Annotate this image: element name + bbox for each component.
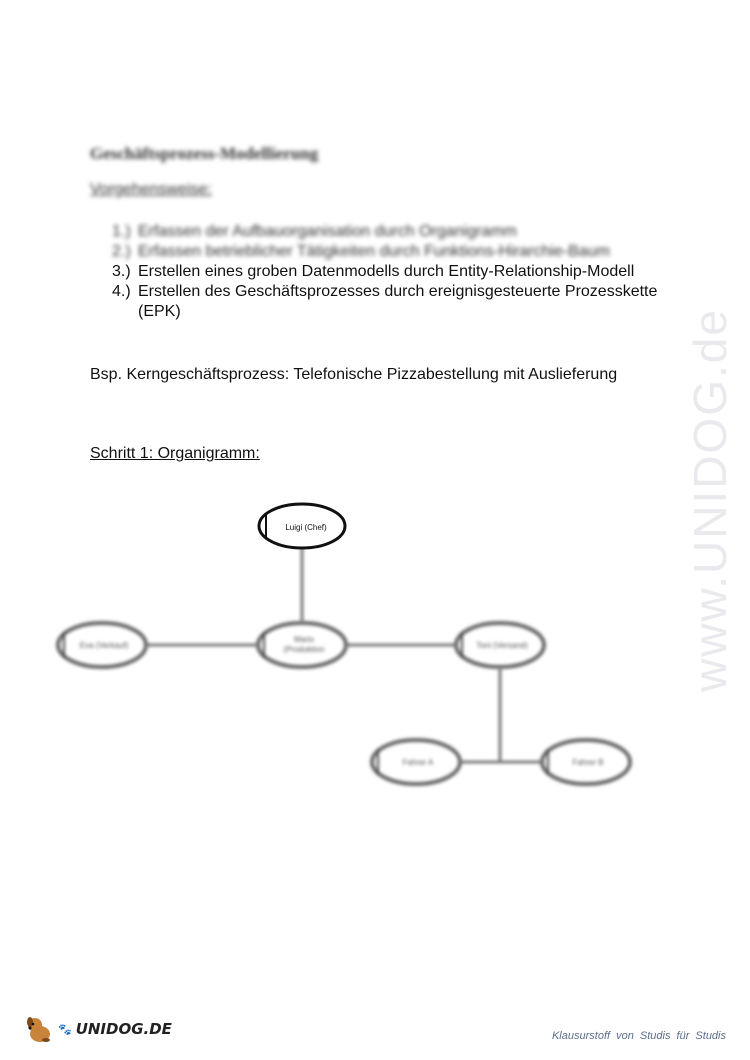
node-mario: [258, 623, 346, 667]
step-item-2: [112, 242, 672, 262]
node-eva-label: Eva (Verkauf): [79, 641, 129, 650]
step-1-heading: Schritt 1: Organigramm:: [90, 445, 260, 462]
node-fahrer-a: [372, 740, 460, 784]
footer-slogan: Klausurstoff von Studis für Studis: [551, 1030, 726, 1042]
step-number: 2.): [112, 243, 131, 260]
step-item-1: [112, 222, 672, 242]
node-mario-label-line1: Mario: [293, 635, 315, 644]
node-fahrer-a-label: Fahrer A: [402, 758, 434, 767]
footer-logo: [24, 1014, 172, 1044]
node-fahrer-b-label: Fahrer B: [572, 758, 604, 767]
procedure-steps-list: [112, 222, 672, 322]
node-luigi-label: Luigi (Chef): [285, 523, 327, 532]
node-toni-label: Toni (Versand): [476, 641, 528, 650]
step-text: Erstellen des Geschäftsprozesses durch ereignisgesteuerte Prozesskette (EPK): [138, 283, 658, 320]
step-number: 4.): [112, 283, 131, 300]
step-text: Erfassen der Aufbauorganisation durch Organigramm: [138, 223, 517, 240]
step-number: 3.): [112, 263, 131, 280]
node-eva: [58, 623, 146, 667]
step-item-4: [112, 282, 672, 322]
logo-text: UNIDOG.DE: [75, 1020, 172, 1038]
procedure-subtitle: Vorgehensweise:: [90, 181, 212, 198]
step-text: Erstellen eines groben Datenmodells durch Entity-Relationship-Modell: [138, 263, 635, 280]
node-mario-label-line2: (Produktion: [283, 645, 325, 654]
step-text: Erfassen betrieblicher Tätigkeiten durch Funktions-Hirarchie-Baum: [138, 243, 610, 260]
step-number: 1.): [112, 223, 131, 240]
watermark: www.UNIDOG.de: [684, 308, 736, 692]
dog-mascot-icon: [24, 1014, 54, 1044]
node-toni: [456, 623, 544, 667]
example-paragraph: Bsp. Kerngeschäftsprozess: Telefonische Pizzabestellung mit Auslieferung: [90, 366, 618, 383]
document-title: Geschäftsprozess-Modellierung: [90, 144, 319, 163]
step-item-3: [112, 262, 672, 282]
node-luigi: [259, 504, 345, 548]
organigram-diagram: [0, 480, 750, 800]
paw-icon: 🐾: [58, 1023, 72, 1036]
node-fahrer-b: [542, 740, 630, 784]
